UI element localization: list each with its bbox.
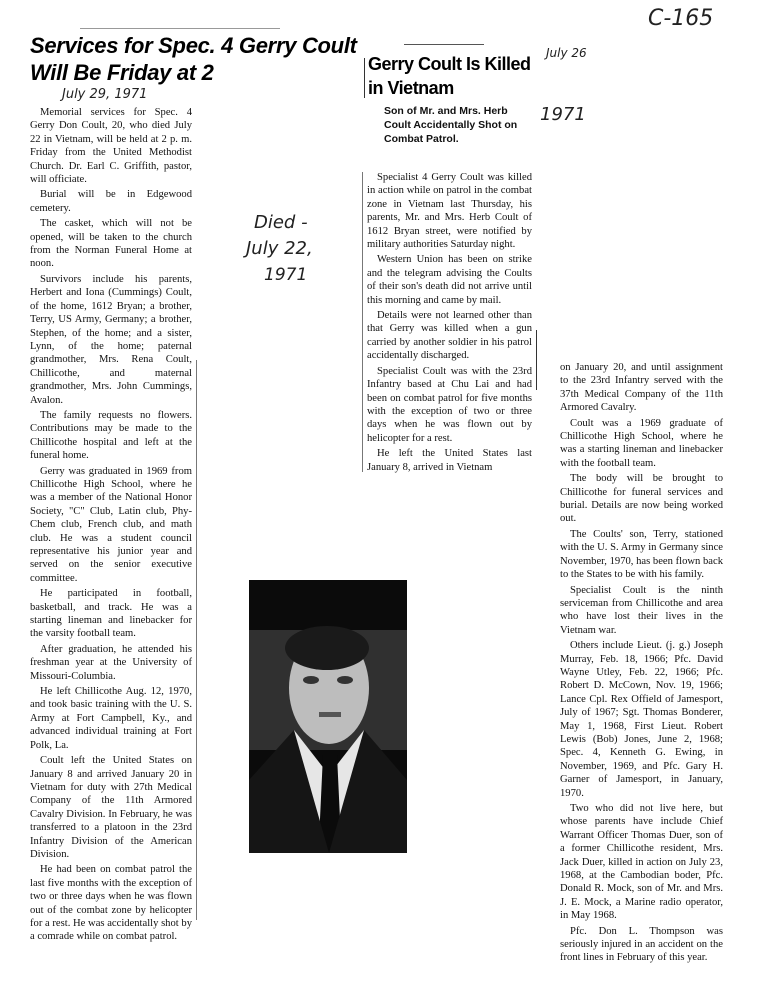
article1-headline: Services for Spec. 4 Gerry Coult Will Be Friday at 2	[30, 33, 357, 85]
article2-paragraph: He left the United States last January 8, arrived in Vietnam	[367, 448, 532, 473]
article1-paragraph: Coult left the United States on January 8 and arrived January 20 in Vietnam for duty with 27th Medical Company of the 11th Armored Cavalry Division. In February, he was transferred to a platoon in the 23rd Infantry Division of the American Division.	[30, 755, 192, 860]
article1-paragraph: He had been on combat patrol the last five months with the exception of two or three days when he was flown out of the combat zone by helicopter for a rest. He was accidentally shot by a comrade while on combat patrol.	[30, 864, 192, 943]
article2-paragraph: Two who did not live here, but whose parents have include Chief Warrant Officer Thomas Duer, son of a former Chillicothe resident, Mrs. Jack Duer, killed in action on July 23, 1968, at the Cambodian boder, Pfc. Donald R. Mock, son of Mr. and Mrs. J. E. Mock, a Marine radio operator, in May 1968.	[560, 803, 723, 922]
date-annotation-article2: July 26	[546, 46, 587, 60]
article1-paragraph: The family requests no flowers. Contributions may be made to the Chillicothe hospital and left at the funeral home.	[30, 409, 192, 462]
date-annotation-article1: July 29, 1971	[62, 87, 148, 102]
article1-paragraph: The casket, which will not be opened, will be taken to the church from the Norman Funeral Home at noon.	[30, 218, 192, 270]
article2-paragraph: Specialist 4 Gerry Coult was killed in action while on patrol in the combat zone in Vietnam last Thursday, his parents, Mr. and Mrs. Herb Coult of 1612 Bryan street, were notified by military authorities Saturday night.	[367, 172, 532, 251]
article1-paragraph: After graduation, he attended his freshman year at the University of Missouri-Columbia.	[30, 643, 192, 682]
article2-paragraph: Western Union has been on strike and the telegram advising the Coults of their son's death did not arrive until this morning and came by mail.	[367, 254, 532, 306]
headline-rule	[404, 44, 484, 45]
headline-edge-line	[364, 58, 365, 98]
article1-paragraph: Survivors include his parents, Herbert and Iona (Cummings) Coult, of the home, 1612 Bryan; a brother, Terry, US Army, Germany; a brother, Stephen, of the home; and a sister, Lynn, of the home; paternal grandmother, Mrs. Rena Coult, Chillicothe, and maternal grandmother, Mrs. John Cummings, Avalon.	[30, 273, 192, 406]
year-annotation-article2: 1971	[540, 104, 586, 125]
died-note-line: Died -	[254, 212, 308, 233]
article2-paragraph: The Coults' son, Terry, stationed with the U. S. Army in Germany since November, 1970, has been flown back to the States to be with his family.	[560, 528, 723, 581]
article1-paragraph: Burial will be in Edgewood cemetery.	[30, 189, 192, 214]
article1-paragraph: Gerry was graduated in 1969 from Chillicothe High School, where he was a member of the National Honor Society, "C" Club, Latin club, Phy-Chem club, French club, and math club. He was a student council representative his junior year and served on the senior executive committee.	[30, 465, 192, 584]
died-note-line: 1971	[264, 265, 308, 285]
article2-body-column2	[560, 361, 723, 967]
column-edge-line	[536, 330, 537, 390]
article2-paragraph: Others include Lieut. (j. g.) Joseph Murray, Feb. 18, 1966; Pfc. David Wayne Utley, Feb. 22, 1966; Pfc. Robert D. McCown, Nov. 19, 1966; Lance Cpl. Rex Offield of Jamesport, July of 1967; Sgt. Thomas Bonderer, May 1, 1968, First Lieut. Robert Lewis (Bob) Jones, June 2, 1968; Spec. 4, Kenneth G. Ewing, in November, 1969, and Pfc. Gary H. Garner of Jamesport, in January, 1970.	[560, 640, 723, 799]
article1-paragraph: He left Chillicothe Aug. 12, 1970, and took basic training with the U. S. Army at Fort Campbell, Ky., and advanced individual training at Fort Polk, La.	[30, 686, 192, 751]
article2-paragraph: on January 20, and until assignment to the 23rd Infantry served with the 37th Medical Company of the 11th Armored Cavalry.	[560, 362, 723, 414]
article2-paragraph: Specialist Coult was with the 23rd Infantry based at Chu Lai and had been on combat patrol for five months with the exception of two or three days when he was flown out by helicopter for a rest.	[367, 365, 532, 444]
article1-paragraph: He participated in football, basketball, and track. He was a starting lineman and linebacker for the varsity football team.	[30, 588, 192, 640]
article2-paragraph: Specialist Coult is the ninth serviceman from Chillicothe and area who have lost their lives in the Vietnam war.	[560, 584, 723, 636]
catalog-number-annotation: C-165	[648, 6, 714, 31]
article2-subhead: Son of Mr. and Mrs. Herb Coult Accidentally Shot on Combat Patrol.	[384, 105, 518, 145]
article2-headline: Gerry Coult Is Killed in Vietnam	[368, 54, 531, 98]
article2-paragraph: Coult was a 1969 graduate of Chillicothe High School, where he was a starting lineman and linebacker with the football team.	[560, 417, 723, 469]
column-edge-line	[196, 360, 197, 920]
article2-body-column1	[367, 171, 532, 476]
article2-paragraph: Pfc. Don L. Thompson was seriously injured in an accident on the front lines in February of this year.	[560, 925, 723, 964]
article1-paragraph: Memorial services for Spec. 4 Gerry Don Coult, 20, who died July 22 in Vietnam, will be held at 2 p. m. Friday from the United Methodist Church. Dr. Earl C. Griffith, pastor, will officiate.	[30, 107, 192, 186]
died-note-line: July 22,	[246, 238, 313, 259]
died-note	[246, 210, 346, 288]
article1-body	[30, 106, 192, 946]
article2-paragraph: The body will be brought to Chillicothe for funeral services and burial. Details are now being worked out.	[560, 473, 723, 525]
article2-paragraph: Details were not learned other than that Gerry was killed when a gun carried by another soldier in his patrol accidentally discharged.	[367, 310, 532, 362]
column-edge-line	[362, 172, 363, 472]
portrait-image	[249, 580, 407, 853]
portrait-photo	[249, 580, 407, 853]
headline-rule	[80, 28, 280, 29]
